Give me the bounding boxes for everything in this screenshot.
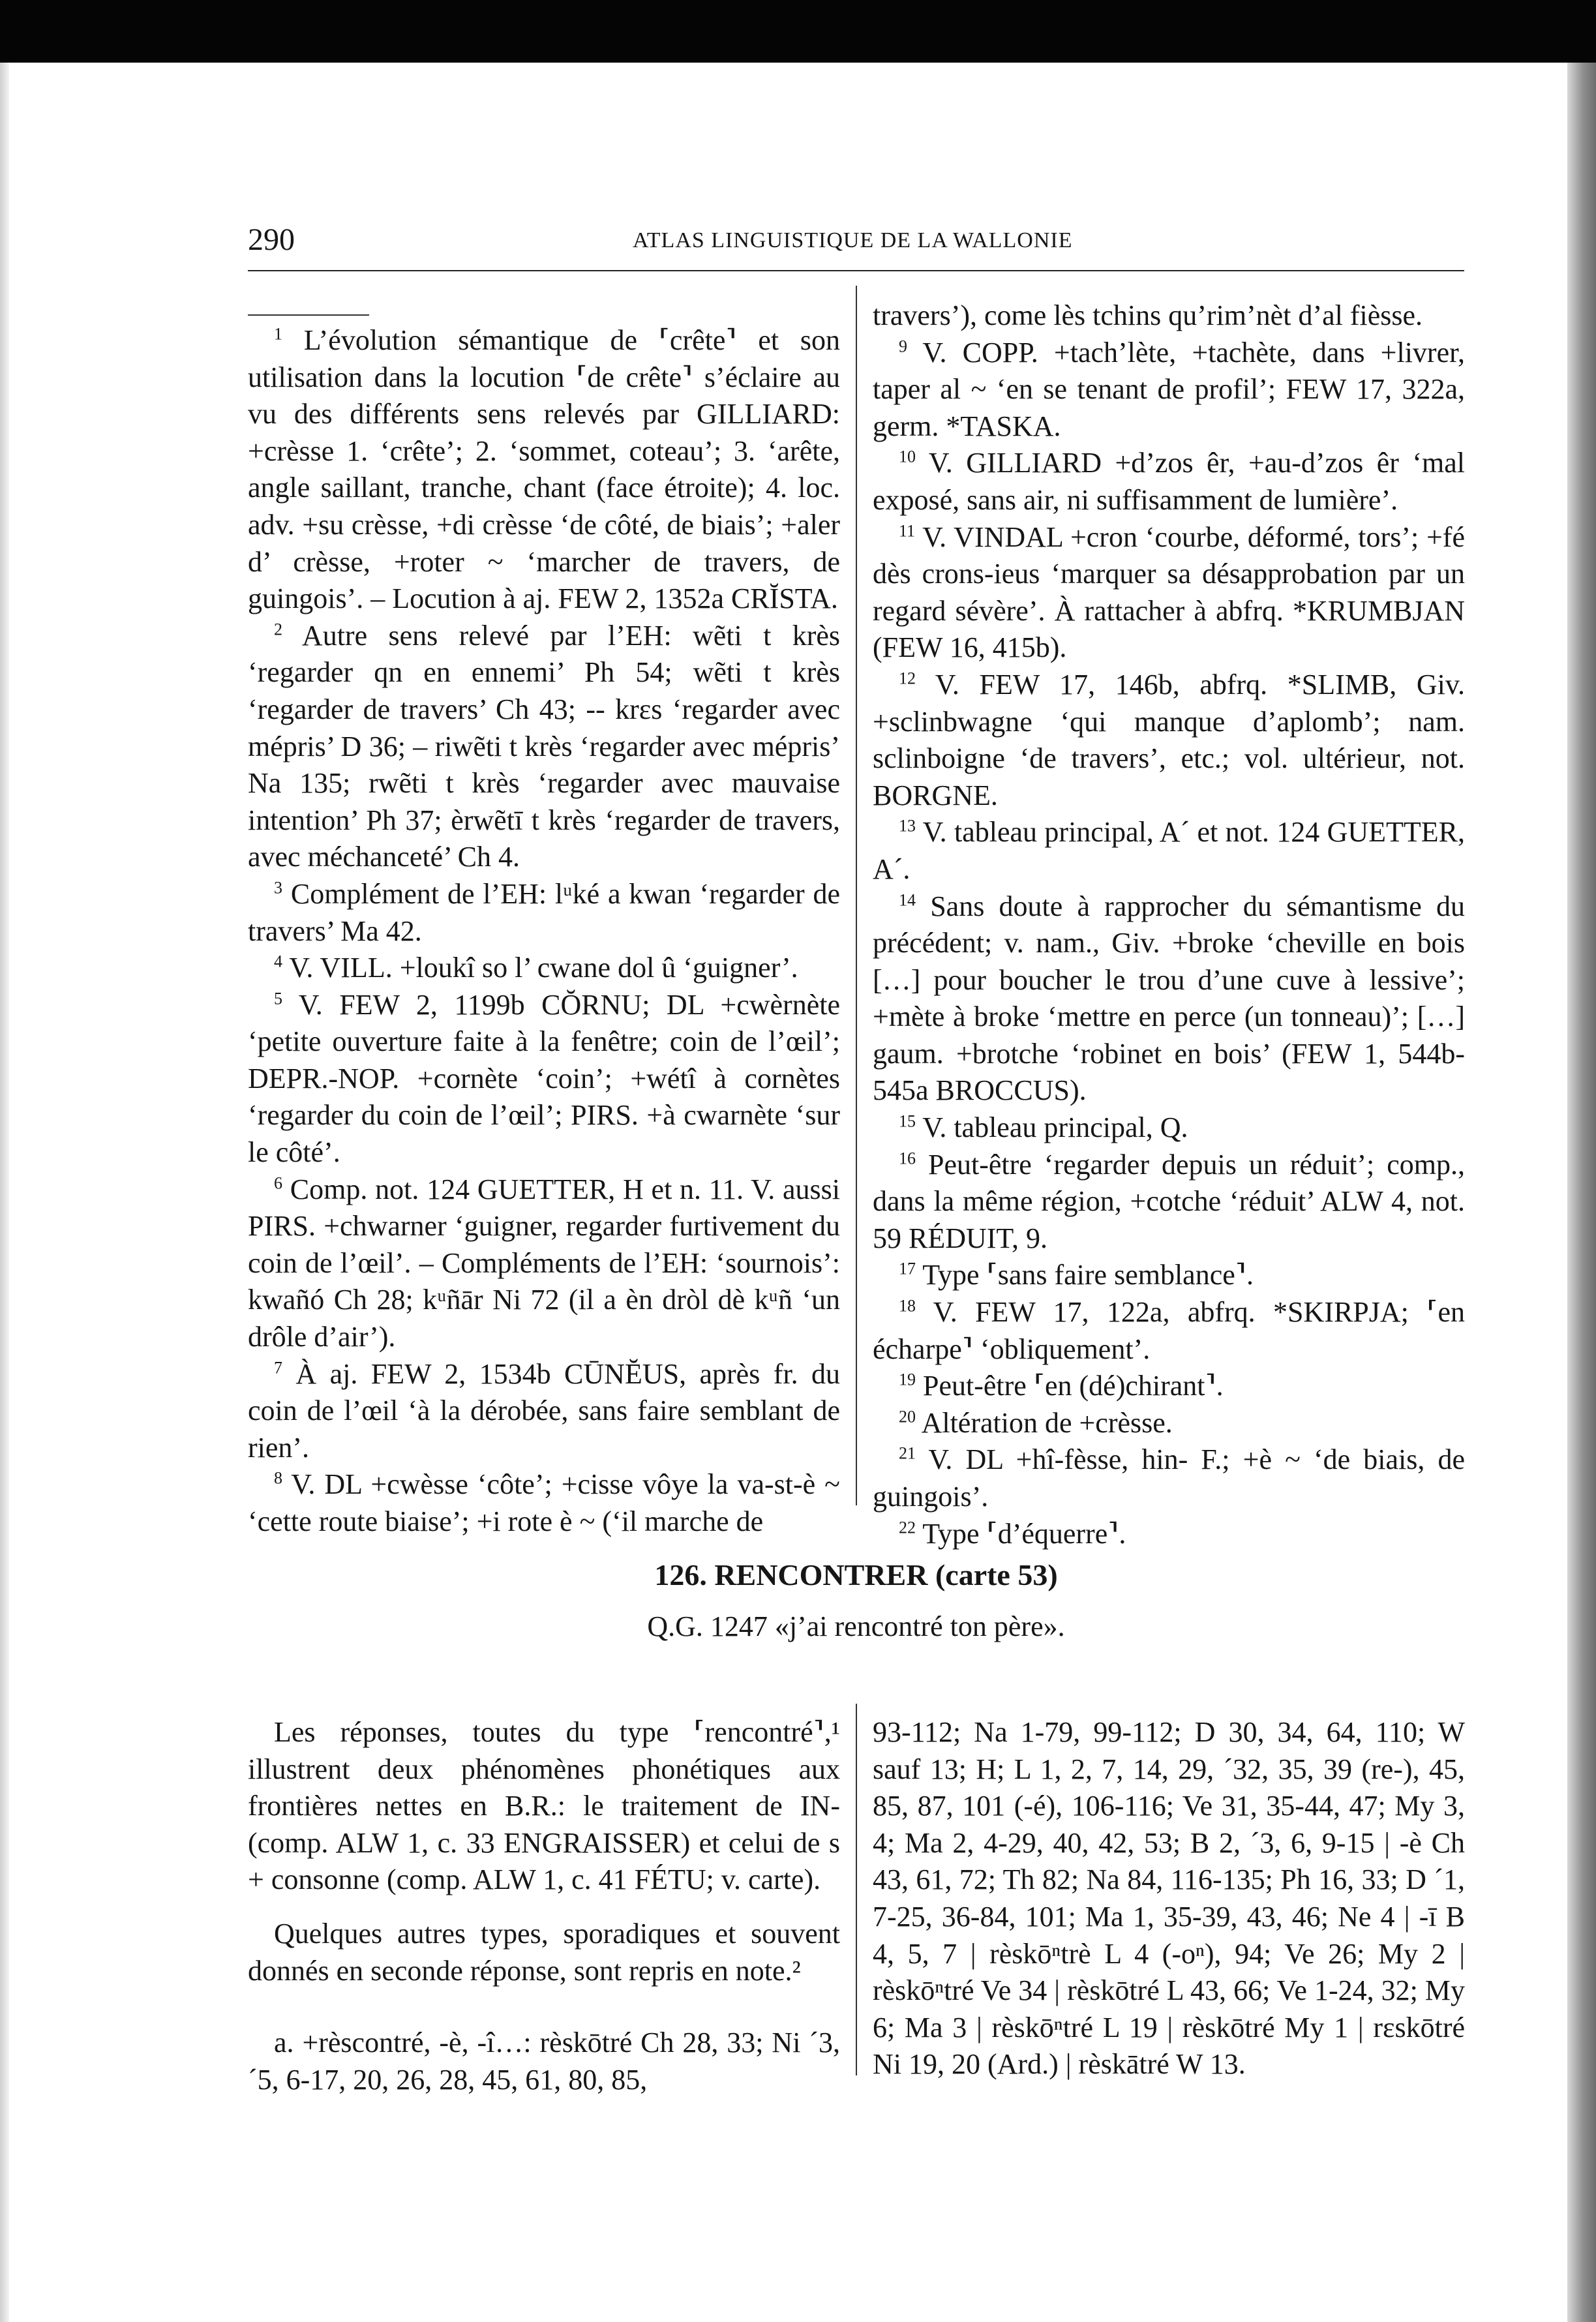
scan-border-left	[0, 63, 9, 2322]
footnote: $^{15}$ V. tableau principal, Q.	[899, 1111, 1188, 1144]
footnote: $^6$ Comp. not. 124 GUETTER, H et n. 11. V. aussi PIRS. +chwarner ‘guigner, regarder furtivement du coin de l’œil’. – Compléments de l’EH: ‘sournois’: kwañó Ch 28; kᵘñār Ni 72 (il a èn dròl dè kᵘñ ‘un drôle d’air’).	[248, 1173, 840, 1353]
footnote: $^3$ Complément de l’EH: lᵘké a kwan ‘regarder de travers’ Ma 42.	[248, 877, 840, 947]
footnote: $^2$ Autre sens relevé par l’EH: wẽti t krès ‘regarder qn en ennemi’ Ph 54; wẽti t krès ‘regarder de travers’ Ch 43; -- krɛs ‘regarder avec mépris’ D 36; – riwẽti t krès ‘regarder avec mépris’ Na 135; rwẽti t krès ‘regarder avec mauvaise intention’ Ph 37; èrwẽtī t krès ‘regarder de travers, avec méchanceté’ Ch 4.	[248, 619, 840, 873]
body-right-column	[873, 1714, 1465, 2083]
footnote: $^{13}$ V. tableau principal, A´ et not. 124 GUETTER, A´.	[873, 816, 1465, 885]
footnotes-right-column	[873, 297, 1465, 1552]
footnote: $^1$ L’évolution sémantique de ⸢crête⸣ et son utilisation dans la locution ⸢de crête⸣ s’éclaire au vu des différents sens relevés par GILLIARD: +crèsse 1. ‘crête’; 2. ‘sommet, coteau’; 3. ‘arête, angle saillant, tranche, chant (face étroite); 4. loc. adv. +su crèsse, +di crèsse ‘de côté, de biais’; +aler d’ crèsse, +roter ~ ‘marcher de travers, de guingois’. – Locution à aj. FEW 2, 1352a CRĬSTA.	[248, 324, 841, 615]
footnote: $^7$ À aj. FEW 2, 1534b CŪNĔUS, après fr. du coin de l’œil ‘à la dérobée, sans faire semblant de rien’.	[248, 1357, 840, 1464]
page-number: 290	[248, 222, 295, 257]
footnotes-left-column	[248, 322, 840, 1541]
footnote: $^{22}$ Type ⸢d’équerre⸣.	[899, 1517, 1126, 1550]
column-divider-body	[856, 1704, 857, 2075]
running-head	[248, 222, 1464, 271]
footnote: $^4$ V. VILL. +loukî so l’ cwane dol û ‘guigner’.	[274, 952, 798, 984]
body-paragraph: a. +rèscontré, -è, -î…: rèskōtré Ch 28, 33; Ni ´3, ´5, 6-17, 20, 26, 28, 45, 61, 80, 85,	[248, 2027, 840, 2096]
footnote: $^{16}$ Peut-être ‘regarder depuis un réduit’; comp., dans la même région, +cotche ‘réduit’ ALW 4, not. 59 RÉDUIT, 9.	[873, 1148, 1466, 1254]
footnote: $^5$ V. FEW 2, 1199b CŎRNU; DL +cwèrnète ‘petite ouverture faite à la fenêtre; coin de l’œil’; DEPR.-NOP. +cornète ‘coin’; +wétî à cornètes ‘regarder du coin de l’œil’; PIRS. +à cwarnète ‘sur le côté’.	[248, 988, 840, 1169]
footnote-rule	[248, 314, 369, 316]
section-title: 126. RENCONTRER (carte 53)	[654, 1558, 1058, 1591]
column-divider-footnotes	[856, 286, 857, 1505]
footnote: $^{17}$ Type ⸢sans faire semblance⸣.	[899, 1259, 1254, 1291]
body-paragraph: Les réponses, toutes du type ⸢rencontré⸣,¹ illustrent deux phénomènes phonétiques aux frontières nettes en B.R.: le traitement de IN- (comp. ALW 1, c. 33 ENGRAISSER) et celui de s + consonne (comp. ALW 1, c. 41 FÉTU; v. carte).	[248, 1716, 840, 1896]
footnote: $^{11}$ V. VINDAL +cron ‘courbe, déformé, tors’; +fé dès crons-ieus ‘marquer sa désapprobation par un regard sévère’. À rattacher à abfrq. *KRUMBJAN (FEW 16, 415b).	[873, 520, 1465, 664]
footnote-continuation: travers’), come lès tchins qu’rim’nèt d’al fièsse.	[873, 299, 1423, 331]
footnote: $^{20}$ Altération de +crèsse.	[899, 1406, 1173, 1439]
scan-border-top	[0, 0, 1596, 63]
footnote: $^{14}$ Sans doute à rapprocher du sémantisme du précédent; v. nam., Giv. +broke ‘cheville en bois […] pour boucher le trou d’une cuve à lessive’; +mète à broke ‘mettre en perce (un tonneau)’; […] gaum. +brotche ‘robinet en bois’ (FEW 1, 544b-545a BROCCUS).	[873, 890, 1465, 1107]
body-paragraph: Quelques autres types, sporadiques et souvent donnés en seconde réponse, sont repris en note.²	[248, 1917, 840, 1987]
footnote: $^{21}$ V. DL +hî-fèsse, hin- F.; +è ~ ‘de biais, de guingois’.	[873, 1443, 1465, 1513]
scan-border-right	[1567, 63, 1596, 2322]
footnote: $^{18}$ V. FEW 17, 122a, abfrq. *SKIRPJA; ⸢en écharpe⸣ ‘obliquement’.	[873, 1296, 1465, 1365]
header-rule	[248, 270, 1464, 271]
body-paragraph: 93-112; Na 1-79, 99-112; D 30, 34, 64, 110; W sauf 13; H; L 1, 2, 7, 14, 29, ´32, 35, 39 (re-), 45, 85, 87, 101 (-é), 106-116; Ve 31, 35-44, 47; My 3, 4; Ma 2, 4-29, 40, 42, 53; B 2, ´3, 6, 9-15 | -è Ch 43, 61, 72; Th 82; Na 84, 116-135; Ph 16, 33; D ´1, 7-25, 36-84, 101; Ma 1, 35-39, 43, 46; Ne 4 | -ī B 4, 5, 7 | rèskōⁿtrè L 4 (-oⁿ), 94; Ve 26; My 2 | rèskōⁿtré Ve 34 | rèskōtré L 43, 66; Ve 1-24, 32; My 6; Ma 3 | rèskōⁿtré L 19 | rèskōtré My 1 | rɛskōtré Ni 19, 20 (Ard.) | rèskātré W 13.	[873, 1716, 1465, 2081]
footnote: $^{19}$ Peut-être ⸢en (dé)chirant⸣.	[899, 1370, 1224, 1402]
footnote: $^{10}$ V. GILLIARD +d’zos êr, +au-d’zos êr ‘mal exposé, sans air, ni suffisamment de lumière’.	[873, 447, 1465, 516]
footnote: $^{12}$ V. FEW 17, 146b, abfrq. *SLIMB, Giv. +sclinbwagne ‘qui manque d’aplomb’; nam. sclinboigne ‘de travers’, etc.; vol. ultérieur, not. BORGNE.	[873, 668, 1465, 811]
body-left-column	[248, 1714, 840, 2098]
footnote: $^9$ V. COPP. +tach’lète, +tachète, dans +livrer, taper al ~ ‘en se tenant de profil’; FEW 17, 322a, germ. *TASKA.	[873, 336, 1465, 442]
running-title: ATLAS LINGUISTIQUE DE LA WALLONIE	[633, 228, 1073, 252]
footnote: $^8$ V. DL +cwèsse ‘côte’; +cisse vôye la va-st-è ~ ‘cette route biaise’; +i rote è ~ (‘il marche de	[248, 1468, 840, 1537]
section-question: Q.G. 1247 «j’ai rencontré ton père».	[647, 1610, 1065, 1642]
